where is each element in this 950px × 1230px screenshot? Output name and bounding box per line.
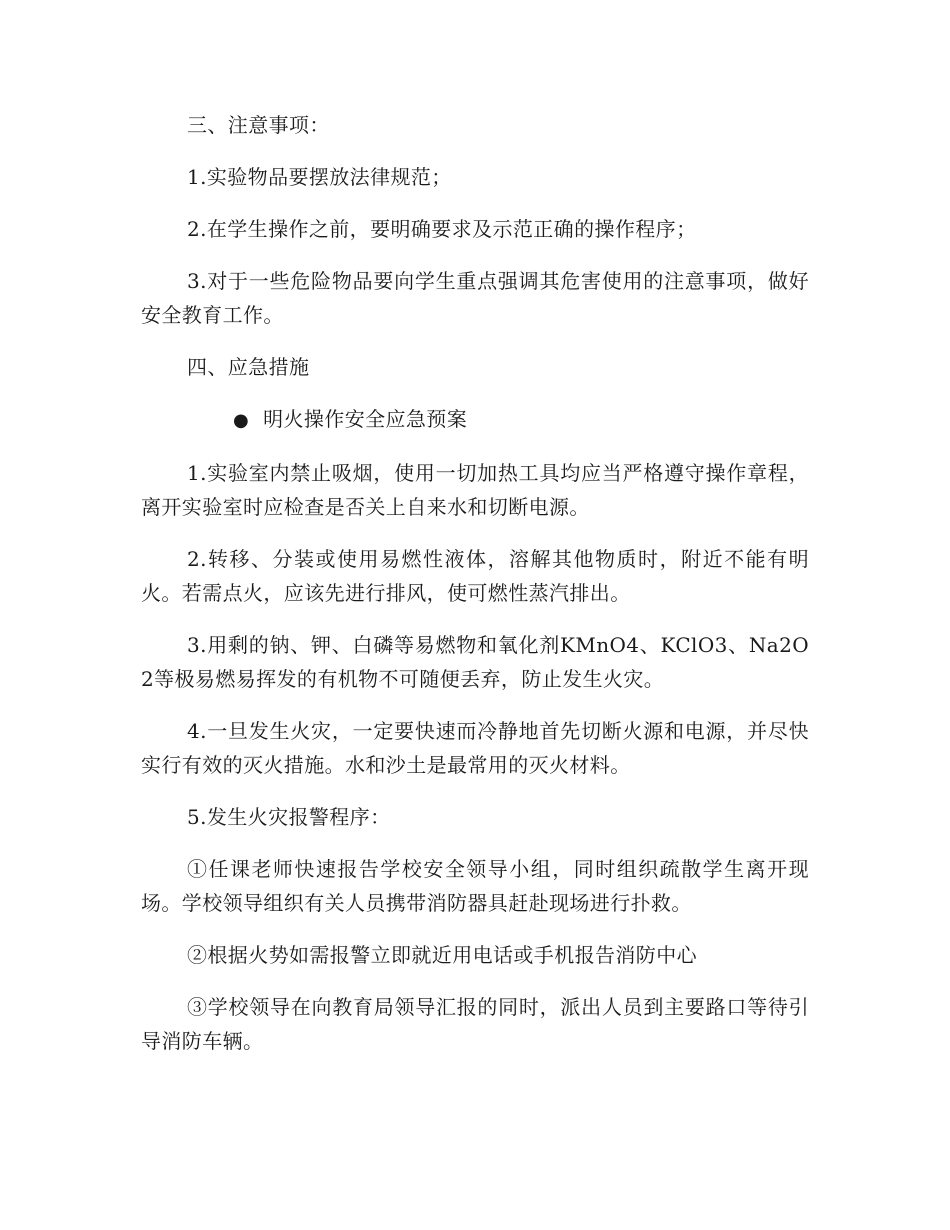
section-heading-notes: 三、注意事项：: [187, 113, 330, 137]
measure-item-5: 5.发生火灾报警程序：: [187, 805, 391, 829]
alarm-step-3: ③学校领导在向教育局领导汇报的同时，派出人员到主要路口等待引导消防车辆。: [141, 995, 809, 1053]
note-item-2: 2.在学生操作之前，要明确要求及示范正确的操作程序；: [187, 217, 697, 241]
measure-item-3: 3.用剩的钠、钾、白磷等易燃物和氧化剂KMnO4、KClO3、Na2O2等极易燃易挥发的有机物不可随便丢弃，防止发生火灾。: [141, 633, 809, 691]
bullet-heading: [141, 402, 809, 438]
note-item-1: 1.实验物品要摆放法律规范；: [187, 165, 452, 189]
bullet-heading-text: 明火操作安全应急预案: [263, 407, 468, 431]
bullet-dot-icon: ●: [233, 410, 250, 431]
measure-item-4: 4.一旦发生火灾，一定要快速而冷静地首先切断火源和电源，并尽快实行有效的灭火措施。水和沙土是最常用的灭火材料。: [141, 719, 809, 777]
alarm-step-2: ②根据火势如需报警立即就近用电话或手机报告消防中心: [187, 943, 697, 967]
document-body: [141, 108, 809, 1076]
note-item-3: 3.对于一些危险物品要向学生重点强调其危害使用的注意事项，做好安全教育工作。: [141, 269, 809, 327]
section-heading-emergency: 四、应急措施: [187, 355, 310, 379]
alarm-step-1: ①任课老师快速报告学校安全领导小组，同时组织疏散学生离开现场。学校领导组织有关人员携带消防器具赶赴现场进行扑救。: [141, 857, 809, 915]
measure-item-2: 2.转移、分装或使用易燃性液体，溶解其他物质时，附近不能有明火。若需点火，应该先进行排风，使可燃性蒸汽排出。: [141, 547, 809, 605]
measure-item-1: 1.实验室内禁止吸烟，使用一切加热工具均应当严格遵守操作章程，离开实验室时应检查是否关上自来水和切断电源。: [141, 461, 809, 519]
